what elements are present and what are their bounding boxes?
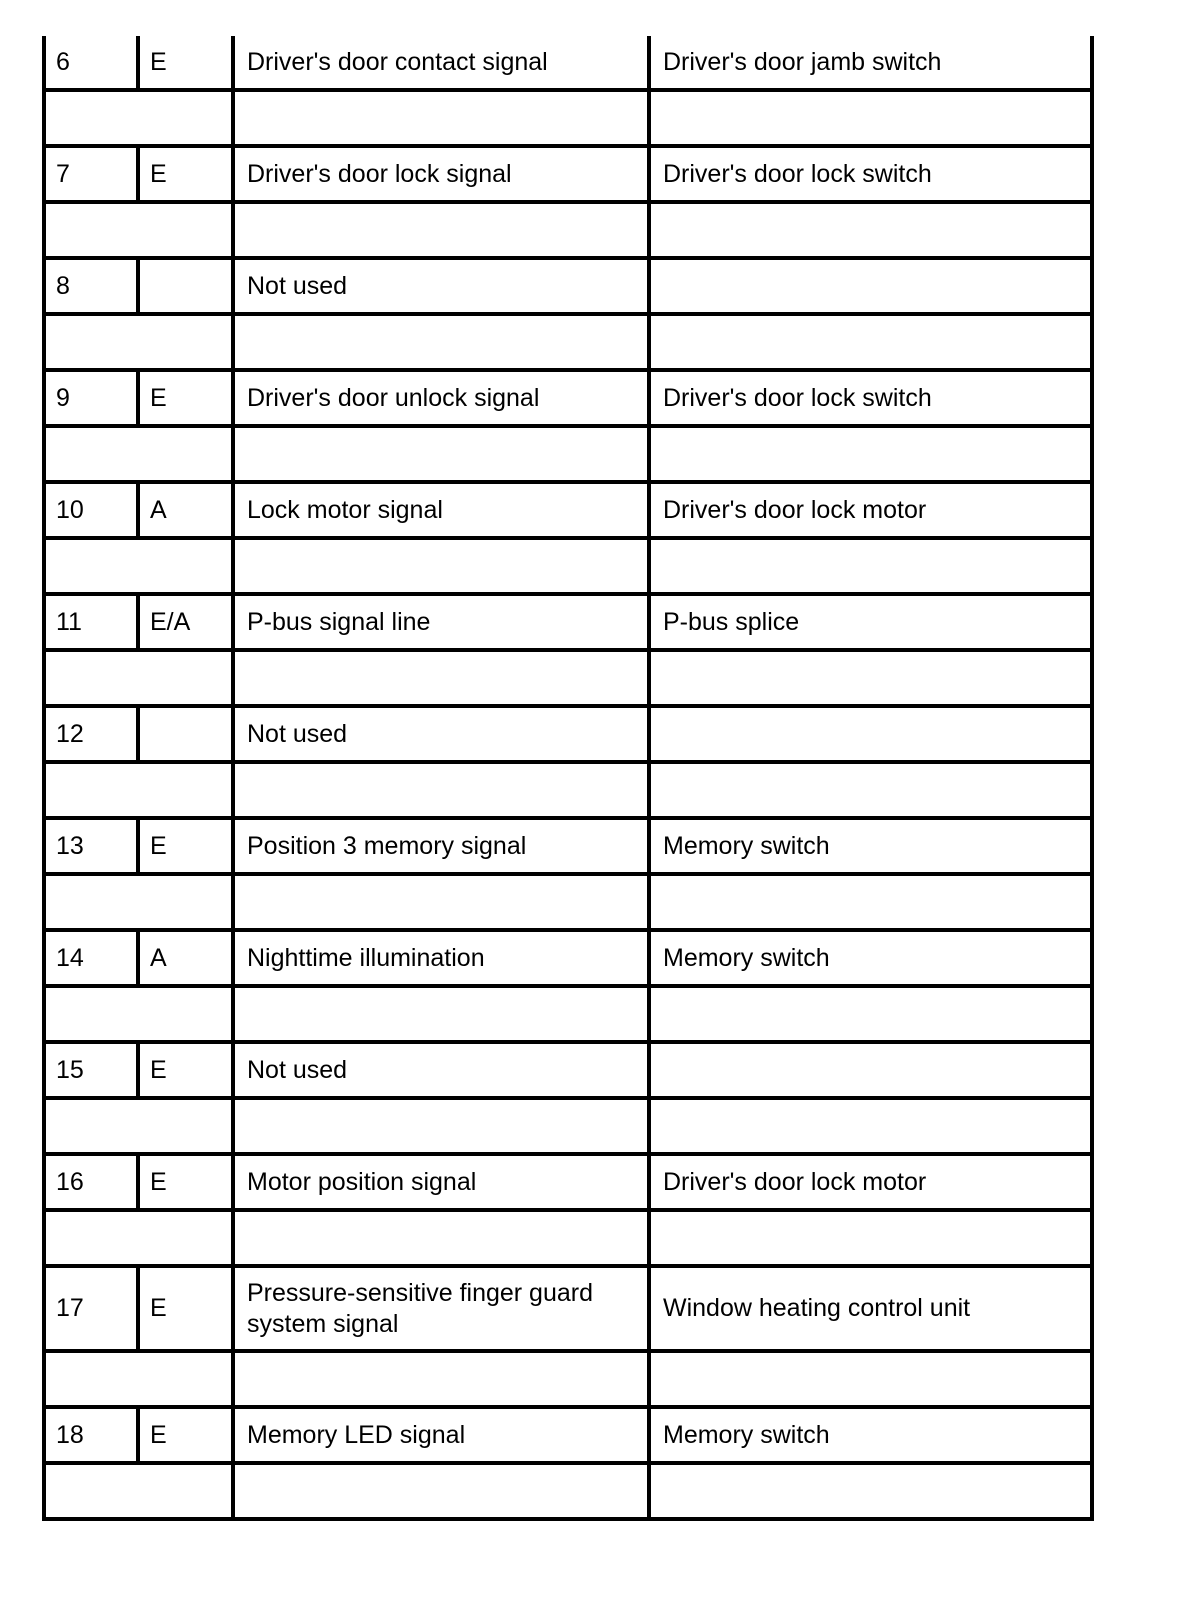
signal-type: E — [138, 370, 233, 426]
spacer-cell — [233, 1210, 649, 1266]
spacer-cell — [233, 1098, 649, 1154]
spacer-cell — [233, 538, 649, 594]
pin-number: 14 — [44, 930, 138, 986]
spacer-cell — [44, 650, 233, 706]
pin-number: 15 — [44, 1042, 138, 1098]
spacer-cell — [44, 1351, 233, 1407]
connected-component: P-bus splice — [649, 594, 1092, 650]
signal-type: A — [138, 482, 233, 538]
table-row — [44, 258, 1092, 314]
connected-component: Memory switch — [649, 930, 1092, 986]
spacer-cell — [649, 426, 1092, 482]
spacer-row — [44, 762, 1092, 818]
pin-number: 11 — [44, 594, 138, 650]
pin-number: 7 — [44, 146, 138, 202]
spacer-cell — [44, 1463, 233, 1519]
connected-component — [649, 1042, 1092, 1098]
connected-component: Driver's door lock switch — [649, 370, 1092, 426]
spacer-cell — [233, 762, 649, 818]
spacer-cell — [649, 314, 1092, 370]
connected-component — [649, 258, 1092, 314]
signal-description: P-bus signal line — [233, 594, 649, 650]
pin-number: 6 — [44, 36, 138, 90]
table-row — [44, 482, 1092, 538]
spacer-cell — [44, 1098, 233, 1154]
pin-number: 9 — [44, 370, 138, 426]
spacer-cell — [44, 874, 233, 930]
connected-component: Memory switch — [649, 818, 1092, 874]
spacer-cell — [233, 90, 649, 146]
table-row — [44, 1154, 1092, 1210]
signal-description: Driver's door unlock signal — [233, 370, 649, 426]
spacer-cell — [649, 538, 1092, 594]
signal-description: Not used — [233, 258, 649, 314]
spacer-cell — [233, 874, 649, 930]
table-row — [44, 36, 1092, 90]
connected-component — [649, 706, 1092, 762]
spacer-cell — [44, 538, 233, 594]
spacer-cell — [44, 762, 233, 818]
signal-description: Motor position signal — [233, 1154, 649, 1210]
spacer-cell — [44, 202, 233, 258]
table-row — [44, 1407, 1092, 1463]
spacer-row — [44, 986, 1092, 1042]
signal-type: E/A — [138, 594, 233, 650]
spacer-cell — [233, 202, 649, 258]
table-row — [44, 930, 1092, 986]
spacer-cell — [649, 1463, 1092, 1519]
signal-description: Nighttime illumination — [233, 930, 649, 986]
pin-number: 8 — [44, 258, 138, 314]
spacer-cell — [649, 202, 1092, 258]
signal-type: E — [138, 818, 233, 874]
signal-type — [138, 258, 233, 314]
table-row — [44, 370, 1092, 426]
spacer-row — [44, 1463, 1092, 1519]
spacer-row — [44, 202, 1092, 258]
pin-number: 12 — [44, 706, 138, 762]
pin-number: 13 — [44, 818, 138, 874]
table-row — [44, 706, 1092, 762]
signal-description: Lock motor signal — [233, 482, 649, 538]
connected-component: Memory switch — [649, 1407, 1092, 1463]
pin-assignment-table — [42, 36, 1094, 1521]
spacer-cell — [649, 1098, 1092, 1154]
spacer-cell — [649, 1351, 1092, 1407]
table-row — [44, 1266, 1092, 1351]
signal-description: Memory LED signal — [233, 1407, 649, 1463]
connected-component: Driver's door jamb switch — [649, 36, 1092, 90]
pin-number: 17 — [44, 1266, 138, 1351]
signal-type: E — [138, 1407, 233, 1463]
spacer-cell — [649, 762, 1092, 818]
spacer-cell — [44, 314, 233, 370]
spacer-cell — [233, 314, 649, 370]
spacer-cell — [233, 650, 649, 706]
signal-type — [138, 706, 233, 762]
table-row — [44, 146, 1092, 202]
spacer-cell — [233, 1463, 649, 1519]
signal-description: Pressure-sensitive finger guard system signal — [233, 1266, 649, 1351]
signal-type: E — [138, 1154, 233, 1210]
pin-number: 16 — [44, 1154, 138, 1210]
spacer-cell — [649, 650, 1092, 706]
table-row — [44, 594, 1092, 650]
spacer-row — [44, 538, 1092, 594]
spacer-cell — [44, 986, 233, 1042]
spacer-cell — [649, 986, 1092, 1042]
connected-component: Driver's door lock motor — [649, 482, 1092, 538]
signal-type: E — [138, 1042, 233, 1098]
spacer-row — [44, 90, 1092, 146]
spacer-cell — [44, 1210, 233, 1266]
spacer-row — [44, 874, 1092, 930]
connected-component: Window heating control unit — [649, 1266, 1092, 1351]
connected-component: Driver's door lock motor — [649, 1154, 1092, 1210]
signal-description: Position 3 memory signal — [233, 818, 649, 874]
table-body — [44, 36, 1092, 1519]
spacer-row — [44, 1351, 1092, 1407]
spacer-row — [44, 1210, 1092, 1266]
spacer-cell — [44, 90, 233, 146]
spacer-cell — [233, 1351, 649, 1407]
pin-number: 10 — [44, 482, 138, 538]
spacer-cell — [649, 1210, 1092, 1266]
spacer-cell — [233, 986, 649, 1042]
spacer-row — [44, 314, 1092, 370]
spacer-row — [44, 1098, 1092, 1154]
spacer-row — [44, 426, 1092, 482]
signal-type: E — [138, 146, 233, 202]
pin-number: 18 — [44, 1407, 138, 1463]
signal-description: Driver's door contact signal — [233, 36, 649, 90]
table-row — [44, 1042, 1092, 1098]
spacer-row — [44, 650, 1092, 706]
signal-type: A — [138, 930, 233, 986]
signal-description: Not used — [233, 706, 649, 762]
signal-type: E — [138, 1266, 233, 1351]
spacer-cell — [649, 874, 1092, 930]
signal-description: Driver's door lock signal — [233, 146, 649, 202]
spacer-cell — [44, 426, 233, 482]
signal-description: Not used — [233, 1042, 649, 1098]
table-row — [44, 818, 1092, 874]
connected-component: Driver's door lock switch — [649, 146, 1092, 202]
spacer-cell — [233, 426, 649, 482]
spacer-cell — [649, 90, 1092, 146]
signal-type: E — [138, 36, 233, 90]
